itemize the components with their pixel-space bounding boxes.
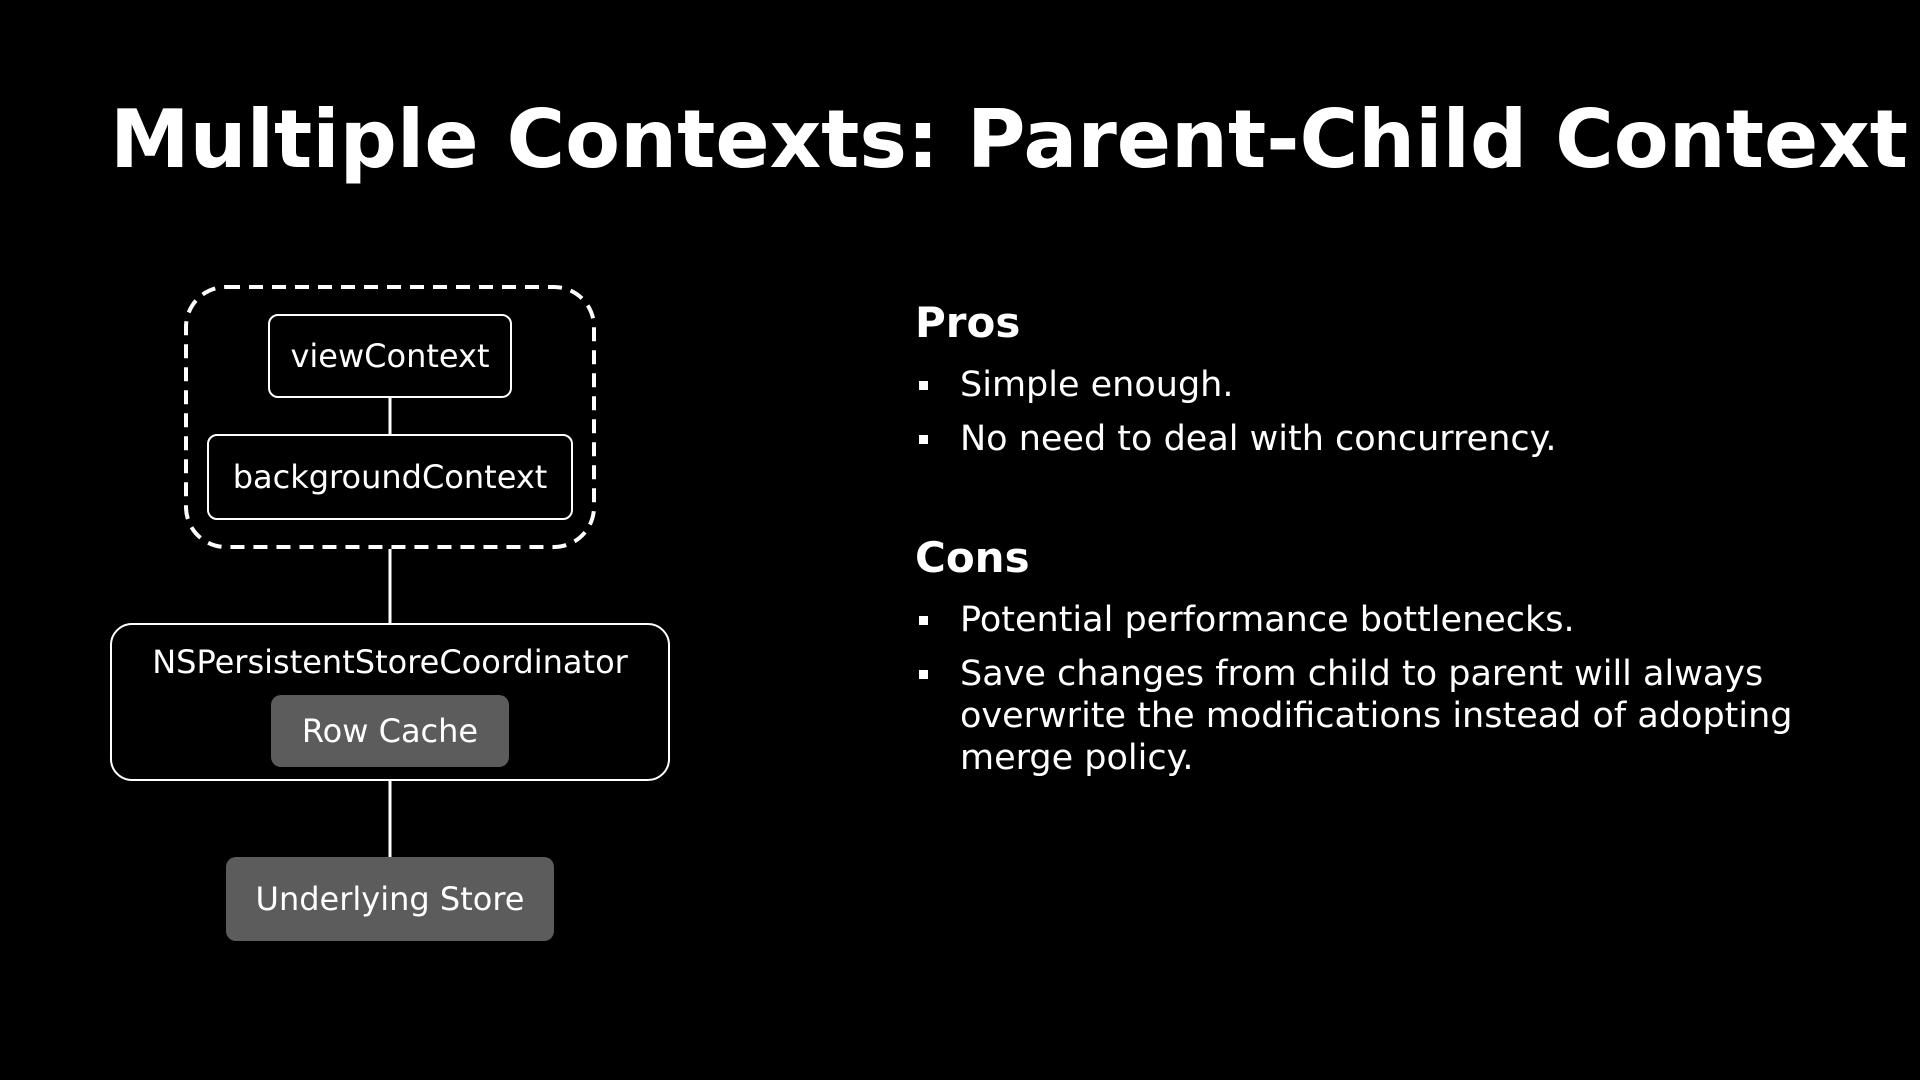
row-cache-box bbox=[271, 695, 509, 767]
bullet-square-icon bbox=[919, 381, 928, 390]
pros-list bbox=[915, 364, 1815, 472]
cons-heading: Cons bbox=[915, 533, 1030, 582]
list-item bbox=[915, 599, 1815, 641]
row-cache-label: Row Cache bbox=[301, 712, 479, 750]
underlying-store-box bbox=[226, 857, 554, 941]
cons-list bbox=[915, 599, 1815, 791]
cons-item-text: Save changes from child to parent will always overwrite the modifications instead of adopting merge policy. bbox=[960, 654, 1793, 778]
view-context-box bbox=[268, 314, 512, 398]
view-context-label: viewContext bbox=[290, 337, 490, 375]
list-item bbox=[915, 653, 1815, 779]
bullet-square-icon bbox=[919, 670, 928, 679]
underlying-store-label: Underlying Store bbox=[255, 880, 525, 918]
list-item bbox=[915, 418, 1815, 460]
slide-title: Multiple Contexts: Parent-Child Context bbox=[110, 93, 1909, 186]
pros-heading: Pros bbox=[915, 298, 1021, 347]
bullet-square-icon bbox=[919, 616, 928, 625]
list-item bbox=[915, 364, 1815, 406]
pros-item-text: No need to deal with concurrency. bbox=[960, 419, 1557, 459]
background-context-label: backgroundContext bbox=[232, 458, 548, 496]
coordinator-label: NSPersistentStoreCoordinator bbox=[152, 643, 628, 681]
background-context-box bbox=[207, 434, 573, 520]
bullet-square-icon bbox=[919, 435, 928, 444]
pros-item-text: Simple enough. bbox=[960, 365, 1234, 405]
cons-item-text: Potential performance bottlenecks. bbox=[960, 600, 1575, 640]
